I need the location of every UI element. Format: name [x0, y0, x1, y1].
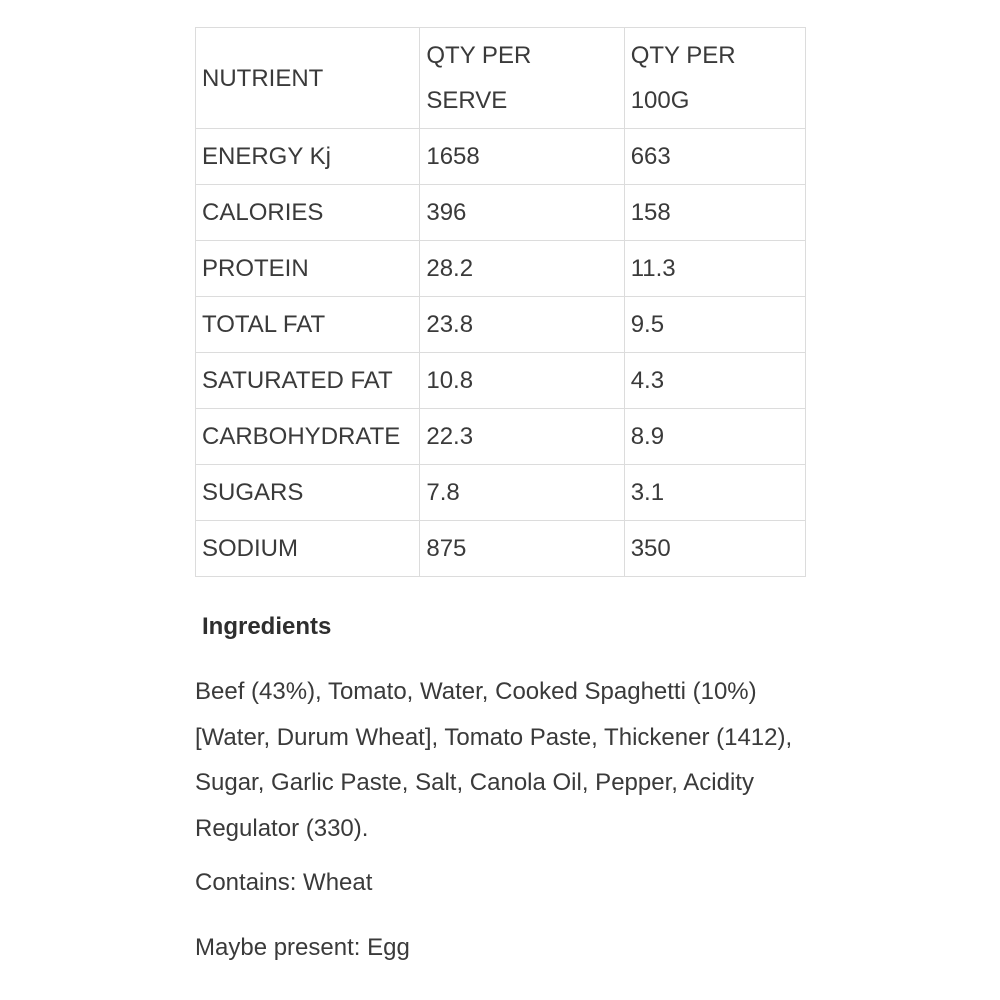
qty-per-100g: 9.5: [624, 297, 805, 353]
header-qty-per-100g: QTY PER 100G: [624, 28, 805, 129]
nutrient-name: ENERGY Kj: [196, 129, 420, 185]
table-header-row: [196, 28, 806, 129]
nutrient-name: CALORIES: [196, 185, 420, 241]
nutrient-name: PROTEIN: [196, 241, 420, 297]
nutrient-name: CARBOHYDRATE: [196, 409, 420, 465]
qty-per-100g: 11.3: [624, 241, 805, 297]
qty-per-serve: 28.2: [420, 241, 624, 297]
qty-per-serve: 396: [420, 185, 624, 241]
ingredients-heading: Ingredients: [202, 613, 332, 640]
qty-per-serve: 7.8: [420, 465, 624, 521]
nutrient-name: SUGARS: [196, 465, 420, 521]
contains-allergens: Contains: Wheat: [195, 869, 373, 896]
table-row: [196, 185, 806, 241]
qty-per-serve: 23.8: [420, 297, 624, 353]
header-qty-per-serve: QTY PER SERVE: [420, 28, 624, 129]
table-row: [196, 465, 806, 521]
nutrient-name: SODIUM: [196, 521, 420, 577]
qty-per-100g: 158: [624, 185, 805, 241]
maybe-present-allergens: Maybe present: Egg: [195, 934, 410, 961]
table-row: [196, 129, 806, 185]
table-row: [196, 297, 806, 353]
table-row: [196, 353, 806, 409]
qty-per-100g: 663: [624, 129, 805, 185]
qty-per-serve: 875: [420, 521, 624, 577]
qty-per-serve: 10.8: [420, 353, 624, 409]
qty-per-serve: 1658: [420, 129, 624, 185]
table-row: [196, 241, 806, 297]
qty-per-100g: 3.1: [624, 465, 805, 521]
qty-per-100g: 4.3: [624, 353, 805, 409]
ingredients-list: Beef (43%), Tomato, Water, Cooked Spaghetti (10%) [Water, Durum Wheat], Tomato Paste, Thickener (1412), Sugar, Garlic Paste, Salt, Canola Oil, Pepper, Acidity Regulator (330).: [195, 678, 793, 842]
table-row: [196, 409, 806, 465]
nutrient-name: TOTAL FAT: [196, 297, 420, 353]
nutrition-table: [195, 27, 806, 577]
qty-per-serve: 22.3: [420, 409, 624, 465]
qty-per-100g: 8.9: [624, 409, 805, 465]
nutrient-name: SATURATED FAT: [196, 353, 420, 409]
qty-per-100g: 350: [624, 521, 805, 577]
table-row: [196, 521, 806, 577]
header-nutrient: NUTRIENT: [196, 28, 420, 129]
